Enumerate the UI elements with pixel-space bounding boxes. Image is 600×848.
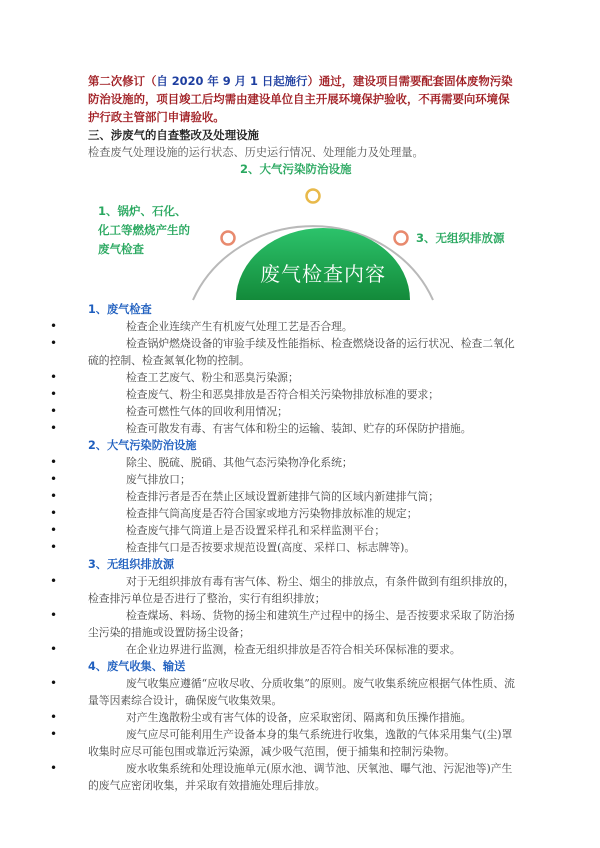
bullet-list <box>88 454 518 556</box>
list-item: • 检查工艺废气、粉尘和恶臭污染源； <box>88 369 518 386</box>
intro-suffix: ）通过，建设项目需要配套固体废物污染防治设施的，项目竣工后均需由建设单位自主开展环境保护验收，不再需要向环境保护行政主管部门申请验收。 <box>88 74 513 124</box>
list-item: • 检查排气筒高度是否符合国家或地方污染物排放标准的规定； <box>88 505 518 522</box>
bullet-list <box>88 318 518 437</box>
diagram-center-title: 废气检查内容 <box>260 262 386 286</box>
list-item: • 检查可散发有毒、有害气体和粉尘的运输、装卸、贮存的环保防护措施。 <box>88 420 518 437</box>
list-item: • 检查废气排气筒道上是否设置采样孔和采样监测平台； <box>88 522 518 539</box>
list-item: • 检查锅炉燃烧设备的审验手续及性能指标、检查燃烧设备的运行状况、检查二氧化硫的控制、检查氮氧化物的控制。 <box>88 335 518 369</box>
diagram-label-left-line-1: 1、锅炉、石化、 <box>98 204 187 218</box>
intro-prefix: 第二次修订（ <box>88 74 157 88</box>
inspection-diagram <box>88 162 518 301</box>
diagram-label-left-line-2: 化工等燃烧产生的 <box>98 223 190 237</box>
list-item: • 废气排放口； <box>88 471 518 488</box>
subsection-heading: 3、无组织排放源 <box>88 558 175 571</box>
intro-paragraph <box>88 72 518 126</box>
subsection-1 <box>88 301 518 437</box>
bullet-list <box>88 573 518 658</box>
node-top-icon <box>307 190 320 203</box>
subsection-2 <box>88 437 518 556</box>
list-item: • 检查排污者是否在禁止区域设置新建排气筒的区域内新建排气筒； <box>88 488 518 505</box>
section-description: 检查废气处理设施的运行状态、历史运行情况、处理能力及处理量。 <box>88 146 424 159</box>
document-page <box>88 72 518 794</box>
subsection-4 <box>88 658 518 794</box>
list-item: • 废气收集应遵循“应收尽收、分质收集”的原则。废气收集系统应根据气体性质、流量等因素综合设计，确保废气收集效果。 <box>88 675 518 709</box>
list-item: • 检查企业连续产生有机废气处理工艺是否合理。 <box>88 318 518 335</box>
list-item: • 检查废气、粉尘和恶臭排放是否符合相关污染物排放标准的要求； <box>88 386 518 403</box>
diagram-label-left-line-3: 废气检查 <box>98 242 144 256</box>
subsection-3 <box>88 556 518 658</box>
node-left-icon <box>222 232 235 245</box>
list-item: • 在企业边界进行监测，检查无组织排放是否符合相关环保标准的要求。 <box>88 641 518 658</box>
list-item: • 检查煤场、料场、货物的扬尘和建筑生产过程中的扬尘、是否按要求采取了防治扬尘污染的措施或设置防扬尘设备； <box>88 607 518 641</box>
diagram-label-top: 2、大气污染防治设施 <box>240 162 352 176</box>
list-item: • 对于无组织排放有毒有害气体、粉尘、烟尘的排放点，有条件做到有组织排放的，检查排污单位是否进行了整治，实行有组织排放； <box>88 573 518 607</box>
diagram-label-left <box>98 202 190 259</box>
list-item: • 检查排气口是否按要求规范设置(高度、采样口、标志牌等)。 <box>88 539 518 556</box>
list-item: • 除尘、脱硫、脱硝、其他气态污染物净化系统； <box>88 454 518 471</box>
intro-date: 自 2020 年 9 月 1 日起施行 <box>156 74 308 88</box>
bullet-list <box>88 675 518 794</box>
subsection-heading: 2、大气污染防治设施 <box>88 439 197 452</box>
node-right-icon <box>395 232 408 245</box>
diagram-label-right: 3、无组织排放源 <box>416 231 505 245</box>
list-item: • 废气应尽可能利用生产设备本身的集气系统进行收集，逸散的气体采用集气(尘)罩收集时应尽可能包围或靠近污染源，减少吸气范围，便于捕集和控制污染物。 <box>88 726 518 760</box>
section-title: 三、涉废气的自查整改及处理设施 <box>88 128 259 142</box>
subsection-heading: 4、废气收集、输送 <box>88 660 186 673</box>
list-item: • 对产生逸散粉尘或有害气体的设备，应采取密闭、隔离和负压操作措施。 <box>88 709 518 726</box>
subsection-heading: 1、废气检查 <box>88 303 152 316</box>
list-item: • 检查可燃性气体的回收利用情况； <box>88 403 518 420</box>
list-item: • 废水收集系统和处理设施单元(原水池、调节池、厌氧池、曝气池、污泥池等)产生的废气应密闭收集，并采取有效措施处理后排放。 <box>88 760 518 794</box>
